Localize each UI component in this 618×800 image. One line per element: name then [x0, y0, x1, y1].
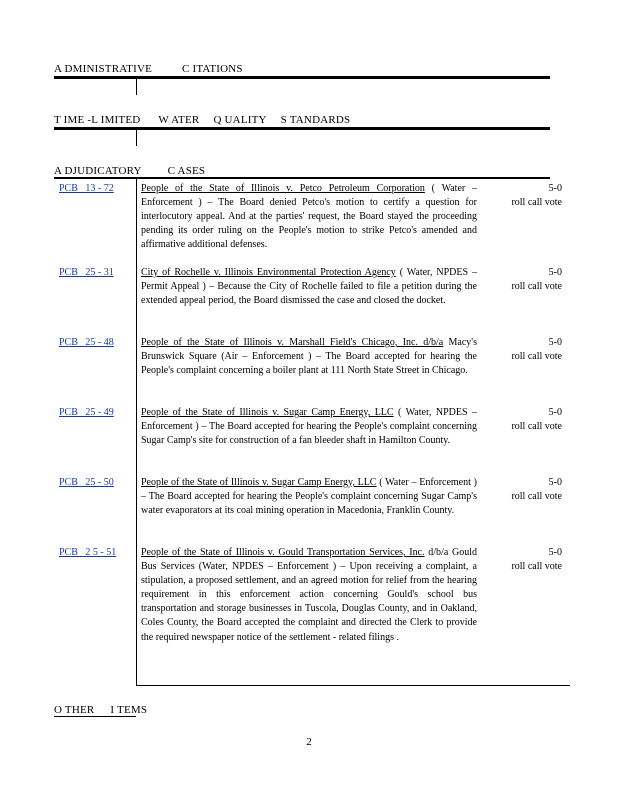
table-column-line — [136, 178, 137, 685]
case-number-link[interactable]: PCB 25 - 49 — [59, 407, 114, 418]
table-bottom-line — [136, 685, 570, 686]
heading-word: C ASES — [167, 165, 206, 177]
case-vote — [511, 476, 562, 504]
heading-word: A DJUDICATORY — [54, 165, 142, 177]
heading-word: I TEMS — [110, 704, 148, 716]
case-title: People of the State of Illinois v. Gould Transportation Services, Inc. — [141, 547, 425, 558]
case-number-link[interactable]: PCB 25 - 50 — [59, 477, 114, 488]
vote-count: 5-0 — [548, 337, 562, 348]
case-title: People of the State of Illinois v. Sugar Camp Energy, LLC — [141, 407, 394, 418]
case-number-link[interactable]: PCB 13 - 72 — [59, 183, 114, 194]
column-tick — [136, 130, 137, 146]
heading-word: T IME -L IMITED — [54, 114, 141, 126]
vote-count: 5-0 — [548, 547, 562, 558]
heading-word: A DMINISTRATIVE — [54, 63, 153, 75]
case-title: People of the State of Illinois v. Sugar Camp Energy, LLC — [141, 477, 377, 488]
column-tick — [136, 79, 137, 95]
case-number-link[interactable]: PCB 25 - 31 — [59, 267, 114, 278]
vote-count: 5-0 — [548, 267, 562, 278]
vote-count: 5-0 — [548, 477, 562, 488]
case-summary: ( Water, NPDES – Enforcement ) – The Board accepted for hearing the People's complaint concerning Sugar Camp's site for construction of a fan bleeder shaft in Hamilton County. — [141, 407, 478, 447]
vote-type: roll call vote — [511, 197, 562, 209]
heading-word: O THER — [54, 704, 95, 716]
vote-count: 5-0 — [548, 407, 562, 418]
case-description — [141, 266, 477, 308]
page-number: 2 — [306, 736, 312, 748]
vote-type: roll call vote — [511, 281, 562, 293]
case-description — [141, 406, 477, 448]
case-summary: Macy's Brunswick Square (Air – Enforcement ) – The Board accepted for hearing the People's complaint concerning a boiler plant at 111 North State Street in Chicago. — [141, 337, 477, 377]
section-rule — [54, 716, 136, 717]
case-vote — [511, 406, 562, 434]
case-summary: ( Water, NPDES – Permit Appeal ) – Because the City of Rochelle failed to file a petition during the extended appeal period, the Board dismissed the case and closed the docket. — [141, 267, 477, 307]
case-number-link[interactable]: PCB 25 - 48 — [59, 337, 114, 348]
case-title: People of the State of Illinois v. Marshall Field's Chicago, Inc. d/b/a — [141, 337, 444, 348]
case-vote — [511, 336, 562, 364]
section-rule — [54, 177, 550, 179]
case-summary: d/b/a Gould Bus Services (Water, NPDES – Enforcement ) – Upon receiving a complaint, a stipulation, a proposed settlement, and an agreed motion for relief from the hearing requirement in this enforcement action concerning Gould's school bus transportation and storage businesses in Tuscola, Douglas County, and in Oakland, Coles County, the Board accepted the complaint and directed the Clerk to provide the required newspaper notice of the settlement - related filings . — [141, 547, 477, 643]
heading-word: W ATER — [158, 114, 200, 126]
heading-adjudicatory-cases — [54, 165, 205, 177]
vote-type: roll call vote — [511, 561, 562, 573]
heading-other-items — [54, 704, 147, 716]
case-title: City of Rochelle v. Illinois Environmental Protection Agency — [141, 267, 396, 278]
case-vote — [511, 266, 562, 294]
vote-type: roll call vote — [511, 351, 562, 363]
case-description — [141, 336, 477, 378]
heading-word: C ITATIONS — [182, 63, 243, 75]
vote-type: roll call vote — [511, 421, 562, 433]
case-vote — [511, 546, 562, 574]
case-description — [141, 182, 477, 252]
case-vote — [511, 182, 562, 210]
case-summary: ( Water – Enforcement ) – The Board denied Petco's motion to certify a question for interlocutory appeal. And at the parties' request, the Board stayed the proceeding pending its order ruling on the People's motion to strike Petco's amended and affirmative additional defenses. — [141, 183, 478, 251]
vote-type: roll call vote — [511, 491, 562, 503]
case-number-link[interactable]: PCB 2 5 - 51 — [59, 547, 117, 558]
case-description — [141, 476, 477, 518]
heading-time-limited-wqs — [54, 114, 350, 126]
vote-count: 5-0 — [548, 183, 562, 194]
heading-word: S TANDARDS — [280, 114, 351, 126]
case-description — [141, 546, 477, 645]
heading-administrative-citations — [54, 63, 243, 75]
case-title: People of the State of Illinois v. Petco Petroleum Corporation — [141, 183, 425, 194]
heading-word: Q UALITY — [213, 114, 267, 126]
section-rule — [54, 127, 550, 130]
case-summary: ( Water – Enforcement ) – The Board accepted for hearing the People's complaint concerning Sugar Camp's water evaporators at its coal mining operation in Macedonia, Franklin County. — [141, 477, 477, 517]
section-rule — [54, 76, 550, 79]
